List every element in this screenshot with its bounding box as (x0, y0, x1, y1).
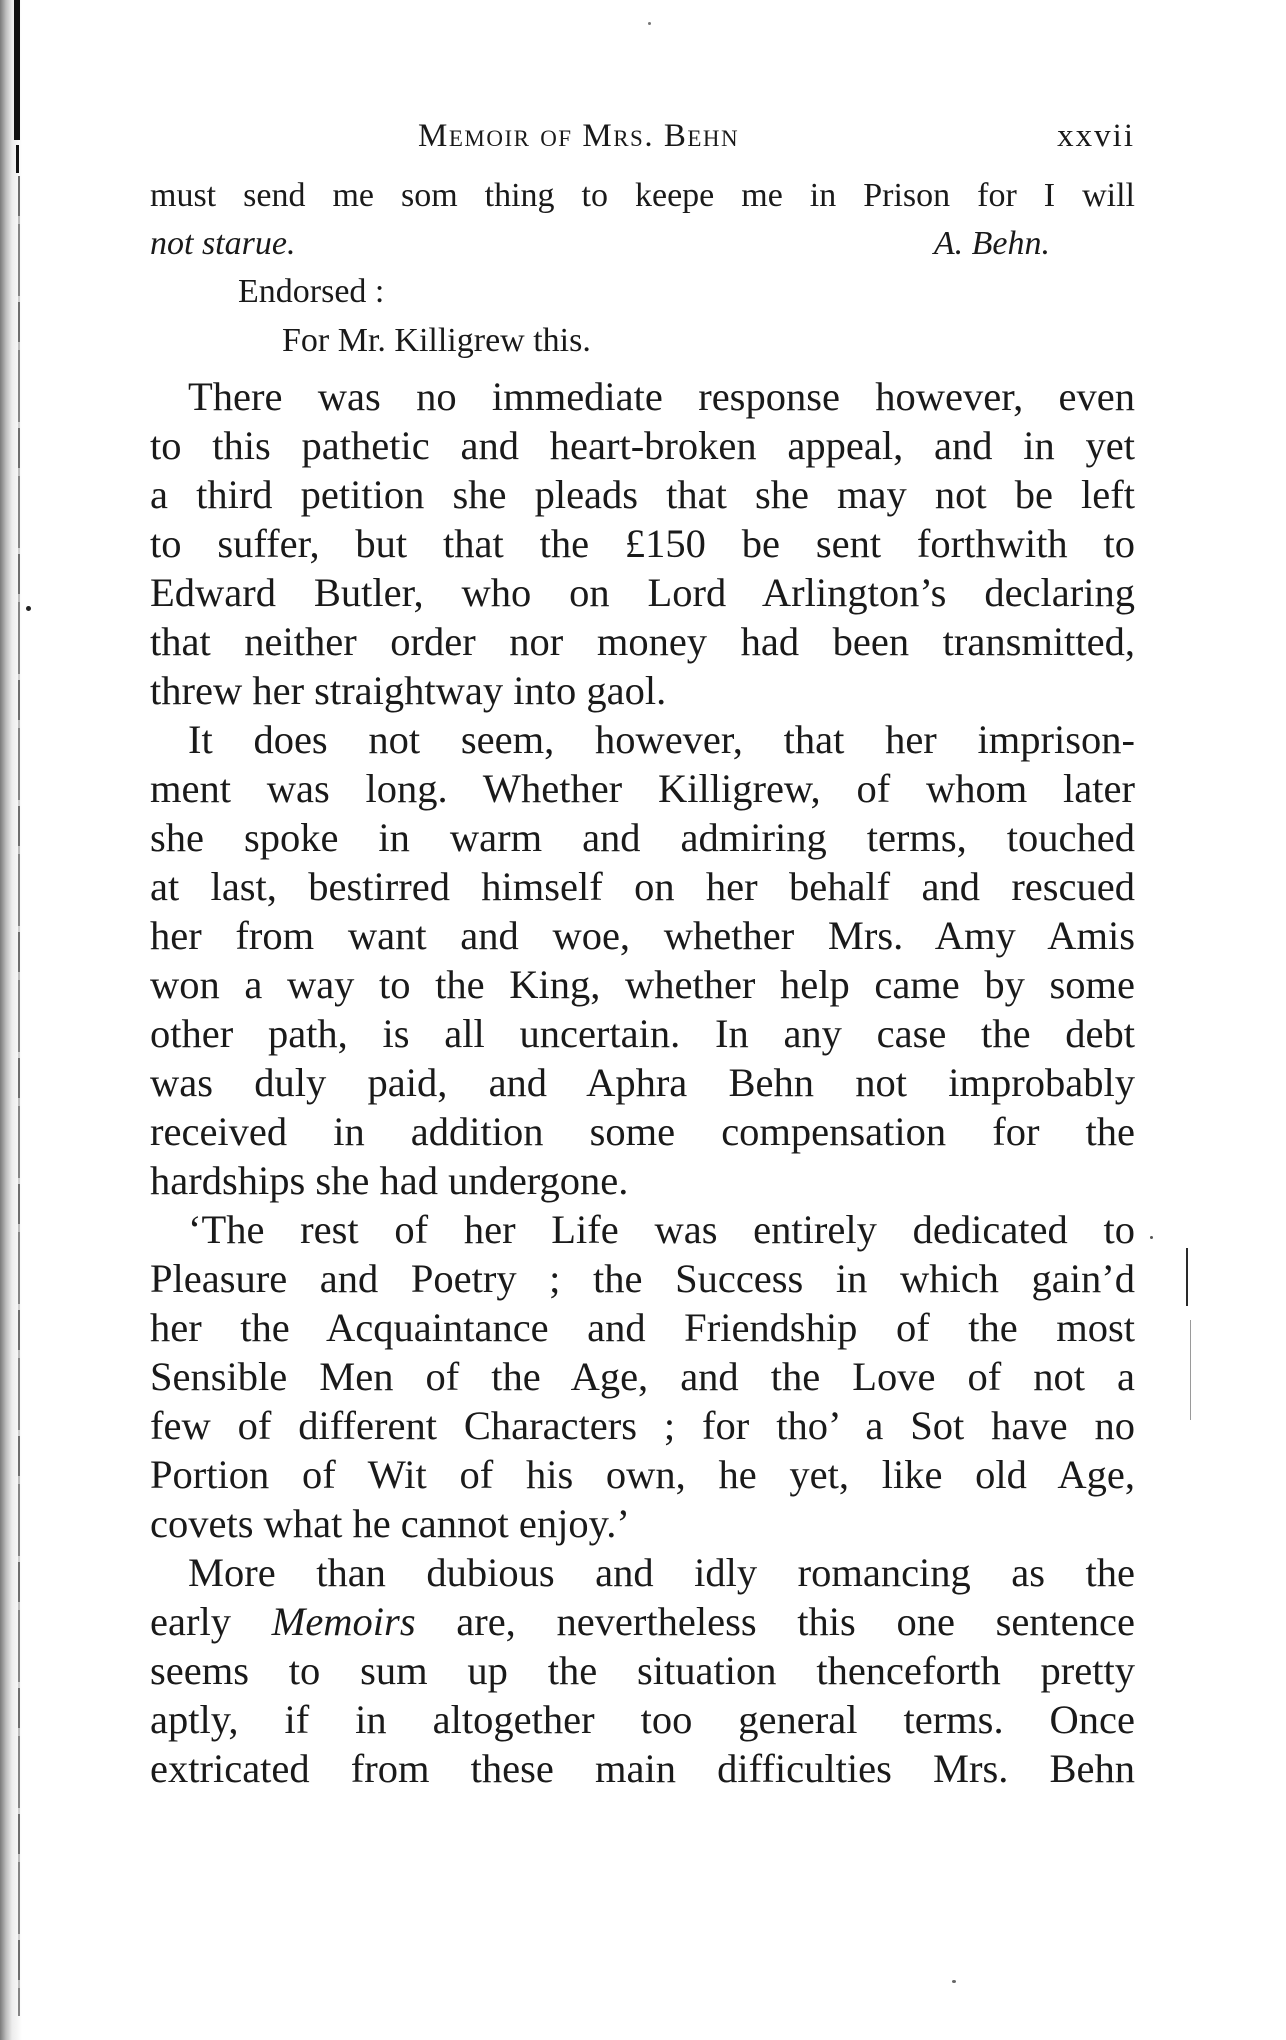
paragraph-line: was duly paid, and Aphra Behn not improbably (150, 1060, 1135, 1105)
quotation-line: her the Acquaintance and Friendship of the most (150, 1305, 1135, 1350)
scan-speck (648, 22, 651, 25)
paragraph-line: Edward Butler, who on Lord Arlington’s declaring (150, 570, 1135, 615)
letter-closing (150, 224, 1050, 264)
paragraph-line: ment was long. Whether Killigrew, of whom later (150, 766, 1135, 811)
margin-mark (1190, 1320, 1191, 1420)
paragraph-line: seems to sum up the situation thenceforth pretty (150, 1648, 1135, 1693)
paragraph-line: received in addition some compensation for the (150, 1109, 1135, 1154)
scan-edge-mark (14, 0, 20, 140)
paragraph-line: to this pathetic and heart-broken appeal, and in yet (150, 423, 1135, 468)
quotation-line: few of different Characters ; for tho’ a Sot have no (150, 1403, 1135, 1448)
text-run: are, nevertheless this one sentence (415, 1599, 1135, 1644)
endorsement: For Mr. Killigrew this. (282, 322, 591, 359)
scan-edge-mark (16, 145, 19, 173)
letter-line: not starue. (150, 225, 296, 262)
scan-edge-line (18, 176, 20, 2016)
paragraph-line: other path, is all uncertain. In any case the debt (150, 1011, 1135, 1056)
paragraph-line: a third petition she pleads that she may not be left (150, 472, 1135, 517)
running-title: Memoir of Mrs. Behn (418, 118, 740, 154)
paragraph-line: There was no immediate response however, even (188, 374, 1135, 419)
paragraph-line: her from want and woe, whether Mrs. Amy Amis (150, 913, 1135, 958)
letter-line: must send me som thing to keepe me in Prison for I will (150, 177, 1135, 214)
text-run: early (150, 1599, 272, 1644)
scan-speck (1150, 1236, 1153, 1239)
paragraph-line: aptly, if in altogether too general terms. Once (150, 1697, 1135, 1742)
scan-speck (26, 606, 31, 611)
paragraph-line: at last, bestirred himself on her behalf and rescued (150, 864, 1135, 909)
scan-edge-shadow (0, 0, 30, 2040)
paragraph-line: More than dubious and idly romancing as the (188, 1550, 1135, 1595)
paragraph-line: extricated from these main difficulties Mrs. Behn (150, 1746, 1135, 1791)
quotation-line: Portion of Wit of his own, he yet, like old Age, (150, 1452, 1135, 1497)
italic-title: Memoirs (271, 1599, 416, 1644)
quotation-line: ‘The rest of her Life was entirely dedicated to (188, 1207, 1135, 1252)
signature: A. Behn. (933, 225, 1050, 262)
paragraph-line: threw her straightway into gaol. (150, 668, 667, 713)
quotation-line: covets what he cannot enjoy.’ (150, 1501, 630, 1546)
paragraph-line: won a way to the King, whether help came by some (150, 962, 1135, 1007)
paragraph-line (150, 1597, 1135, 1646)
paragraph-line: It does not seem, however, that her imprison- (188, 717, 1135, 762)
paragraph-line: hardships she had undergone. (150, 1158, 629, 1203)
scan-speck (952, 1980, 956, 1983)
paragraph-line: she spoke in warm and admiring terms, touched (150, 815, 1135, 860)
endorsed-label: Endorsed : (238, 273, 385, 310)
quotation-line: Pleasure and Poetry ; the Success in which gain’d (150, 1256, 1135, 1301)
paragraph-line: to suffer, but that the £150 be sent forthwith to (150, 521, 1135, 566)
running-header (150, 118, 1135, 162)
page-number: xxvii (1057, 118, 1135, 154)
margin-mark (1186, 1248, 1188, 1306)
quotation-line: Sensible Men of the Age, and the Love of not a (150, 1354, 1135, 1399)
paragraph-line: that neither order nor money had been transmitted, (150, 619, 1135, 664)
